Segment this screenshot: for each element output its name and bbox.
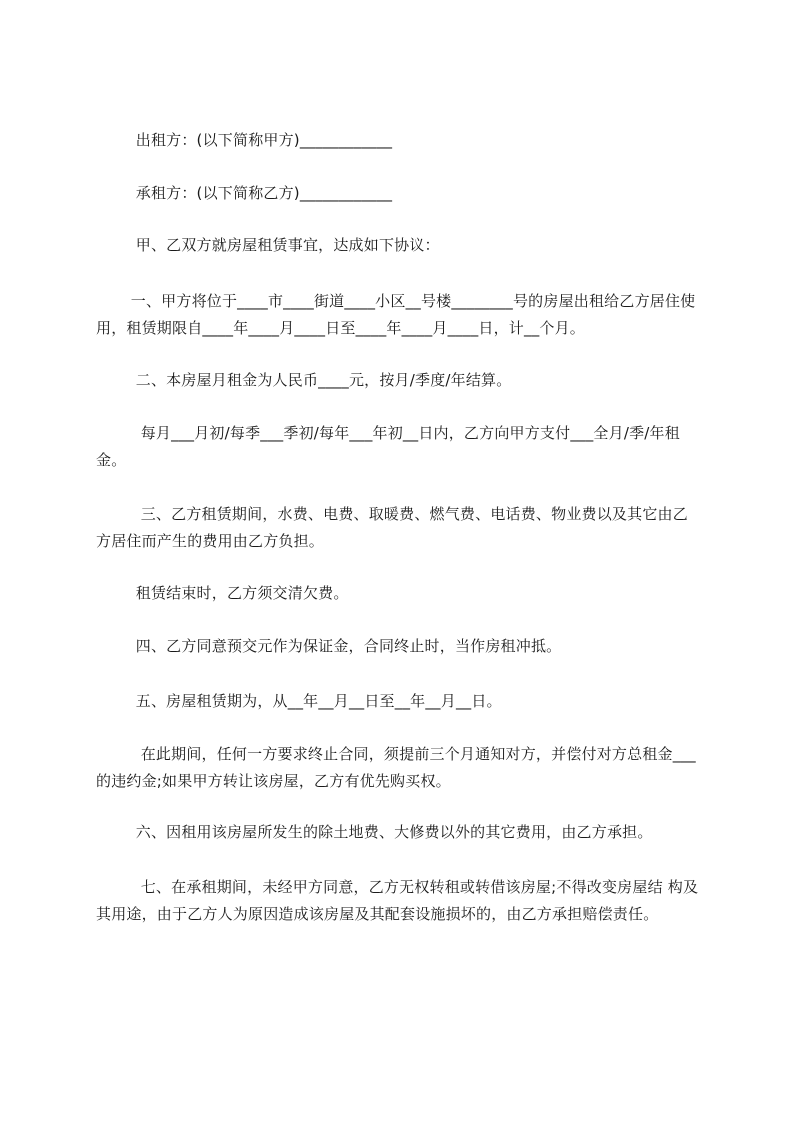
clause-3: 三、乙方租赁期间，水费、电费、取暖费、燃气费、电话费、物业费以及其它由乙方居住而产生的费用由乙方负担。 bbox=[96, 505, 688, 550]
clause-6: 六、因租用该房屋所发生的除土地费、大修费以外的其它费用，由乙方承担。 bbox=[96, 823, 653, 841]
agreement-intro: 甲、乙双方就房屋租赁事宜，达成如下协议： bbox=[96, 236, 440, 254]
lessor-line: 出租方：(以下简称甲方)____________ bbox=[96, 131, 393, 149]
lessee-line: 承租方：(以下简称乙方)____________ bbox=[96, 184, 393, 202]
clause-1: 一、甲方将位于____市____街道____小区__号楼________号的房屋出租给乙方居住使用，租赁期限自____年____月____日至____年____月____日，计__个月。 bbox=[96, 292, 696, 337]
clause-5: 五、房屋租赁期为，从__年__月__日至__年__月__日。 bbox=[96, 692, 502, 710]
clause-2: 二、本房屋月租金为人民币____元，按月/季度/年结算。 bbox=[96, 371, 512, 389]
settlement-note: 租赁结束时，乙方须交清欠费。 bbox=[96, 584, 349, 602]
clause-7: 七、在承租期间，未经甲方同意，乙方无权转租或转借该房屋;不得改变房屋结 构及其用途，由于乙方人为原因造成该房屋及其配套设施损坏的，由乙方承担赔偿责任。 bbox=[96, 878, 699, 923]
clause-4: 四、乙方同意预交元作为保证金，合同终止时，当作房租冲抵。 bbox=[96, 637, 562, 655]
termination-note: 在此期间，任何一方要求终止合同，须提前三个月通知对方，并偿付对方总租金___的违约金;如果甲方转让该房屋，乙方有优先购买权。 bbox=[96, 745, 696, 790]
payment-schedule: 每月___月初/每季___季初/每年___年初__日内，乙方向甲方支付___全月/季/年租金。 bbox=[96, 424, 680, 469]
